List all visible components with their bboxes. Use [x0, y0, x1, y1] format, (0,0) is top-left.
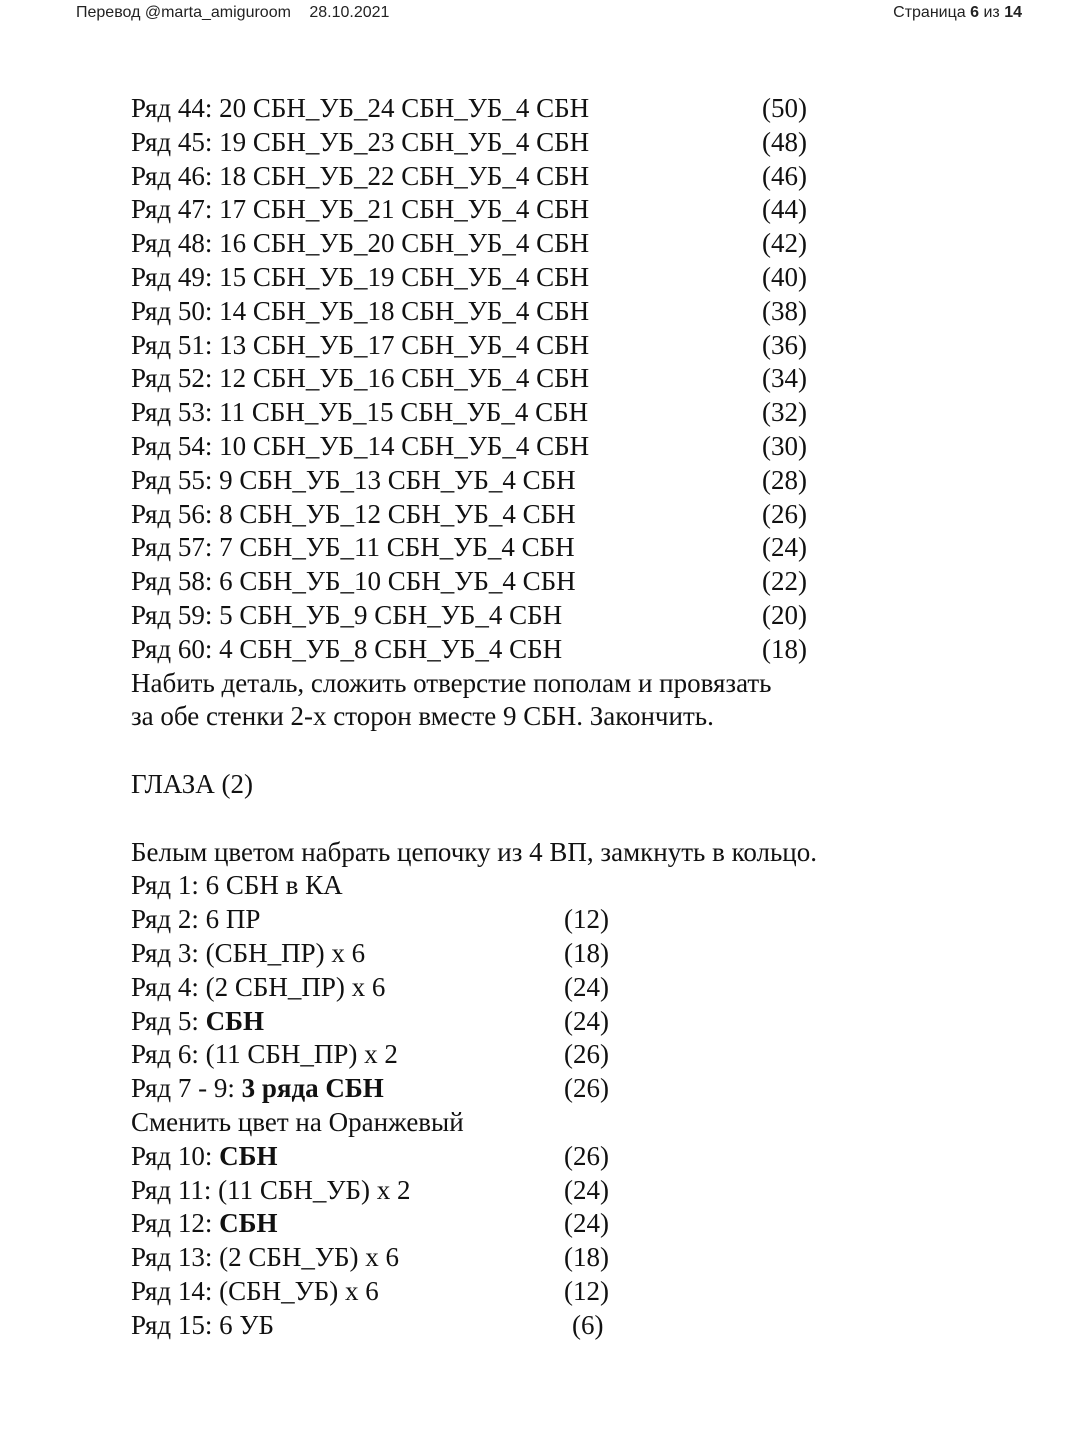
eyes-row-10	[131, 1140, 1031, 1174]
stitch-count: (50)	[762, 93, 807, 123]
stitch-count: (24)	[762, 532, 807, 563]
row-text: Ряд 6: (11 СБН_ПР) х 2	[131, 1039, 398, 1070]
row-text: Ряд 47: 17 СБН_УБ_21 СБН_УБ_4 СБН	[131, 194, 590, 225]
stitch-count: (26)	[762, 498, 807, 529]
page-label: Страница	[893, 4, 966, 21]
stitch-count: (38)	[762, 295, 807, 326]
page-number: 6	[970, 4, 980, 21]
pattern-row	[131, 126, 1031, 160]
stitch-count: (24)	[564, 1208, 609, 1239]
eyes-row-2	[131, 903, 1031, 937]
eyes-intro: Белым цветом набрать цепочку из 4 ВП, замкнуть в кольцо.	[131, 836, 817, 867]
pattern-row	[131, 261, 1031, 295]
stitch-count: (24)	[564, 1174, 609, 1205]
stitch-count: (26)	[564, 1140, 609, 1171]
row-text: Ряд 45: 19 СБН_УБ_23 СБН_УБ_4 СБН	[131, 126, 590, 157]
eyes-row-14	[131, 1275, 1031, 1309]
row-prefix: Ряд 5:	[131, 1005, 206, 1036]
stitch-count: (12)	[564, 1275, 609, 1306]
pattern-row	[131, 633, 1031, 667]
row-bold-text: СБН	[205, 1005, 265, 1036]
stitch-count: (20)	[762, 599, 807, 630]
pattern-row	[131, 565, 1031, 599]
eyes-row-11	[131, 1174, 1031, 1208]
row-bold-text: СБН	[219, 1208, 278, 1239]
row-text: Ряд 50: 14 СБН_УБ_18 СБН_УБ_4 СБН	[131, 295, 590, 326]
page-indicator	[893, 4, 1022, 22]
pattern-row	[131, 531, 1031, 565]
stitch-count: (18)	[564, 1242, 609, 1273]
page-total: 14	[1004, 4, 1022, 21]
eyes-row-5	[131, 1005, 1031, 1039]
pattern-row	[131, 193, 1031, 227]
row-text: Ряд 11: (11 СБН_УБ) х 2	[131, 1174, 411, 1205]
stitch-count: (28)	[762, 464, 807, 495]
row-text: Ряд 4: (2 СБН_ПР) х 6	[131, 971, 386, 1002]
eyes-row-6	[131, 1038, 1031, 1072]
row-text: Ряд 51: 13 СБН_УБ_17 СБН_УБ_4 СБН	[131, 329, 590, 360]
row-text: Ряд 48: 16 СБН_УБ_20 СБН_УБ_4 СБН	[131, 228, 590, 259]
stitch-count: (18)	[564, 937, 609, 968]
pattern-row	[131, 599, 1031, 633]
stitch-count: (36)	[762, 329, 807, 360]
eyes-row-12	[131, 1207, 1031, 1241]
document-date: 28.10.2021	[309, 4, 390, 21]
row-text: Ряд 3: (СБН_ПР) х 6	[131, 937, 366, 968]
page-header	[76, 4, 1022, 28]
row-text: Ряд 14: (СБН_УБ) х 6	[131, 1275, 379, 1306]
eyes-row-4	[131, 971, 1031, 1005]
stitch-count: (46)	[762, 160, 807, 191]
pattern-row	[131, 295, 1031, 329]
eyes-row-3	[131, 937, 1031, 971]
row-text: Ряд 52: 12 СБН_УБ_16 СБН_УБ_4 СБН	[131, 363, 590, 394]
pattern-row	[131, 430, 1031, 464]
row-prefix: Ряд 12:	[131, 1208, 220, 1239]
stitch-count: (48)	[762, 126, 807, 157]
color-change-note: Сменить цвет на Оранжевый	[131, 1106, 464, 1137]
eyes-rows-section	[131, 836, 1031, 1343]
row-text: Ряд 53: 11 СБН_УБ_15 СБН_УБ_4 СБН	[131, 397, 589, 428]
stitch-count: (6)	[572, 1309, 604, 1340]
row-text: Ряд 57: 7 СБН_УБ_11 СБН_УБ_4 СБН	[131, 532, 575, 563]
eyes-section-title: ГЛАЗА (2)	[131, 768, 253, 799]
row-bold-text: 3 ряда СБН	[241, 1073, 384, 1104]
row-text: Ряд 44: 20 СБН_УБ_24 СБН_УБ_4 СБН	[131, 93, 590, 123]
pattern-row	[131, 160, 1031, 194]
pattern-row	[131, 464, 1031, 498]
document-body	[131, 92, 1031, 1342]
stitch-count: (24)	[564, 971, 609, 1002]
stitch-count: (30)	[762, 430, 807, 461]
pattern-row	[131, 498, 1031, 532]
pattern-row	[131, 329, 1031, 363]
row-text: Ряд 54: 10 СБН_УБ_14 СБН_УБ_4 СБН	[131, 430, 590, 461]
eyes-row-7-9	[131, 1072, 1031, 1106]
stitch-count: (24)	[564, 1005, 609, 1036]
stitch-count: (12)	[564, 904, 609, 935]
stitch-count: (40)	[762, 261, 807, 292]
pattern-row	[131, 362, 1031, 396]
row-text: Ряд 59: 5 СБН_УБ_9 СБН_УБ_4 СБН	[131, 599, 563, 630]
row-text: Ряд 1: 6 СБН в КА	[131, 870, 343, 901]
pattern-row	[131, 92, 1031, 126]
row-text: Ряд 56: 8 СБН_УБ_12 СБН_УБ_4 СБН	[131, 498, 576, 529]
eyes-row-15	[131, 1309, 1031, 1343]
stitch-count: (22)	[762, 566, 807, 597]
row-text: Ряд 55: 9 СБН_УБ_13 СБН_УБ_4 СБН	[131, 464, 576, 495]
stitch-count: (32)	[762, 397, 807, 428]
of-label: из	[983, 4, 1000, 21]
row-text: Ряд 2: 6 ПР	[131, 904, 261, 935]
finish-instruction-line-2: за обе стенки 2-х сторон вместе 9 СБН. Закончить.	[131, 701, 714, 732]
row-text: Ряд 60: 4 СБН_УБ_8 СБН_УБ_4 СБН	[131, 633, 563, 664]
stitch-count: (34)	[762, 363, 807, 394]
stitch-count: (18)	[762, 633, 807, 664]
pattern-row	[131, 227, 1031, 261]
stitch-count: (42)	[762, 228, 807, 259]
stitch-count: (26)	[564, 1073, 609, 1104]
pattern-row	[131, 396, 1031, 430]
row-bold-text: СБН	[219, 1140, 278, 1171]
row-prefix: Ряд 7 - 9:	[131, 1073, 242, 1104]
row-text: Ряд 49: 15 СБН_УБ_19 СБН_УБ_4 СБН	[131, 261, 590, 292]
stitch-count: (26)	[564, 1039, 609, 1070]
body-rows-section	[131, 92, 1031, 667]
translator-credit: Перевод @marta_amiguroom	[76, 4, 291, 21]
row-text: Ряд 15: 6 УБ	[131, 1309, 275, 1340]
row-text: Ряд 58: 6 СБН_УБ_10 СБН_УБ_4 СБН	[131, 566, 576, 597]
row-prefix: Ряд 10:	[131, 1140, 220, 1171]
row-text: Ряд 13: (2 СБН_УБ) х 6	[131, 1242, 400, 1273]
eyes-row-13	[131, 1241, 1031, 1275]
header-left	[76, 4, 403, 22]
finish-instruction-line-1: Набить деталь, сложить отверстие пополам и провязать	[131, 667, 772, 698]
row-text: Ряд 46: 18 СБН_УБ_22 СБН_УБ_4 СБН	[131, 160, 590, 191]
eyes-row-1	[131, 869, 1031, 903]
stitch-count: (44)	[762, 194, 807, 225]
